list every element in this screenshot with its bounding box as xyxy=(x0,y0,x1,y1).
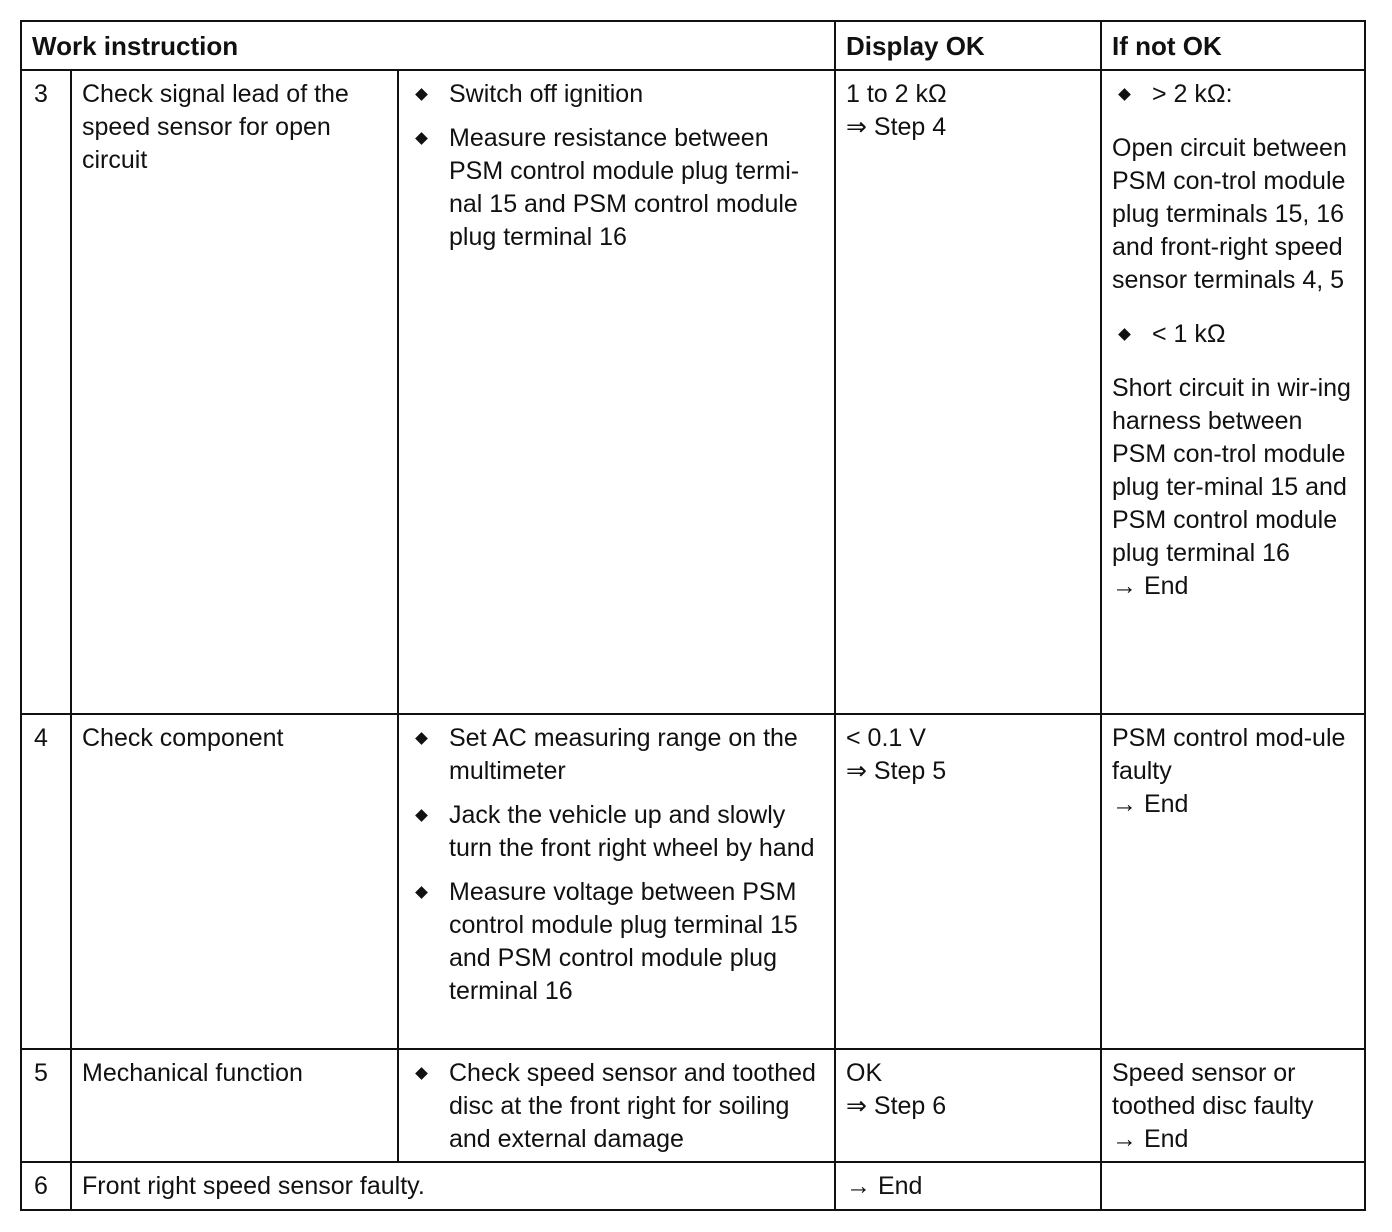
display-ok-value: 1 to 2 kΩ xyxy=(846,80,947,108)
not-ok-cell xyxy=(1101,1049,1365,1162)
not-ok-description: Open circuit between PSM con-trol module plug terminals 15, 16 and front-right speed sensor terminals 4, 5 xyxy=(1112,134,1347,294)
not-ok-cell xyxy=(1101,70,1365,714)
step-number: 5 xyxy=(21,1049,71,1162)
display-ok-value: < 0.1 V xyxy=(846,724,926,752)
work-instruction-table xyxy=(20,20,1366,1211)
diamond-bullet-icon xyxy=(415,732,428,745)
table-header-row xyxy=(21,21,1365,70)
header-if-not-ok: If not OK xyxy=(1101,21,1365,70)
header-display-ok: Display OK xyxy=(835,21,1101,70)
diamond-bullet-icon xyxy=(415,886,428,899)
header-work-instruction: Work instruction xyxy=(21,21,835,70)
table-row-step-3 xyxy=(21,70,1365,714)
table-row-step-4 xyxy=(21,714,1365,1049)
diamond-bullet-icon xyxy=(415,809,428,822)
instruction-item: Measure voltage between PSM control module plug terminal 15 and PSM control module plug terminal 16 xyxy=(409,876,824,1008)
display-ok-result: → End xyxy=(846,1172,923,1200)
diamond-bullet-icon xyxy=(415,1067,428,1080)
instruction-item: Measure resistance between PSM control module plug termi-nal 15 and PSM control module plug terminal 16 xyxy=(409,122,824,254)
not-ok-result: → End xyxy=(1112,1125,1189,1153)
not-ok-result: → End xyxy=(1112,572,1189,600)
not-ok-condition: > 2 kΩ: xyxy=(1112,78,1354,111)
not-ok-cell xyxy=(1101,714,1365,1049)
not-ok-cell xyxy=(1101,1162,1365,1210)
not-ok-description: Short circuit in wir-ing harness between PSM con-trol module plug ter-minal 15 and PSM control module plug terminal 16 xyxy=(1112,374,1351,567)
not-ok-description: Speed sensor or toothed disc faulty xyxy=(1112,1059,1314,1120)
step-number: 4 xyxy=(21,714,71,1049)
display-ok-cell xyxy=(835,714,1101,1049)
not-ok-result: → End xyxy=(1112,790,1189,818)
step-instructions xyxy=(398,1049,835,1162)
instruction-item: Check speed sensor and toothed disc at the front right for soiling and external damage xyxy=(409,1057,824,1156)
step-number: 3 xyxy=(21,70,71,714)
display-ok-cell xyxy=(835,70,1101,714)
not-ok-description: PSM control mod-ule faulty xyxy=(1112,724,1346,785)
diamond-bullet-icon xyxy=(1118,328,1131,341)
table-row-step-5 xyxy=(21,1049,1365,1162)
display-ok-next-step: ⇒ Step 6 xyxy=(846,1092,947,1120)
instruction-item: Jack the vehicle up and slowly turn the front right wheel by hand xyxy=(409,799,824,865)
instruction-item: Set AC measuring range on the multimeter xyxy=(409,722,824,788)
display-ok-cell xyxy=(835,1162,1101,1210)
step-title: Check component xyxy=(71,714,398,1049)
step-instructions xyxy=(398,70,835,714)
diamond-bullet-icon xyxy=(415,88,428,101)
diamond-bullet-icon xyxy=(415,132,428,145)
display-ok-next-step: ⇒ Step 4 xyxy=(846,113,947,141)
display-ok-value: OK xyxy=(846,1059,883,1087)
instruction-item: Switch off ignition xyxy=(409,78,824,111)
not-ok-condition: < 1 kΩ xyxy=(1112,318,1354,351)
step-instructions xyxy=(398,714,835,1049)
table-row-step-6 xyxy=(21,1162,1365,1210)
display-ok-cell xyxy=(835,1049,1101,1162)
step-title: Mechanical function xyxy=(71,1049,398,1162)
step-title: Check signal lead of the speed sensor for open circuit xyxy=(71,70,398,714)
step-title: Front right speed sensor faulty. xyxy=(71,1162,835,1210)
diamond-bullet-icon xyxy=(1118,88,1131,101)
display-ok-next-step: ⇒ Step 5 xyxy=(846,757,947,785)
step-number: 6 xyxy=(21,1162,71,1210)
